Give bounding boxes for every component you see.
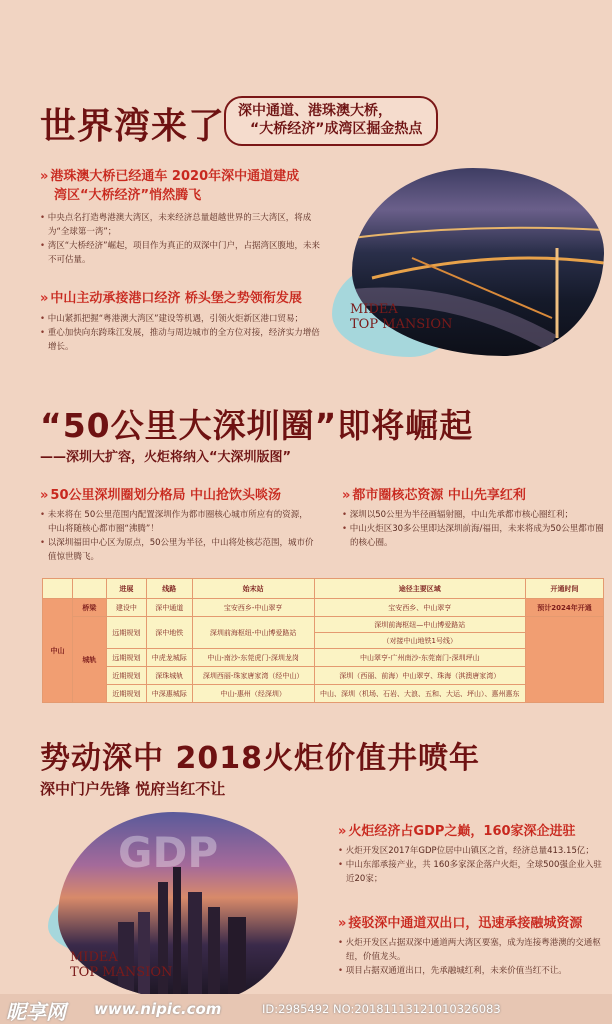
head1-line2: 湾区“大桥经济”悄然腾飞 xyxy=(54,188,202,203)
table-cell: 深圳（西丽、前海）中山翠亨、珠海（淇澳唐家湾） xyxy=(314,667,526,685)
table-cell: 深圳西丽-珠家唐家湾（经中山） xyxy=(192,667,314,685)
table-cell: 中山、深圳（机场、石岩、大浪、五和、大运、坪山）、惠州惠东 xyxy=(314,685,526,703)
table-cell: 远期规划 xyxy=(106,617,146,649)
head-text: 接驳深中通道双出口，迅速承接融城资源 xyxy=(348,916,583,931)
table-header xyxy=(72,579,106,599)
table-row xyxy=(43,649,604,667)
footer-url: www.nipic.com xyxy=(94,1000,222,1018)
section1-bullets1 xyxy=(40,211,325,267)
section3-head1 xyxy=(338,820,610,839)
table-cell: 近期规划 xyxy=(106,667,146,685)
table-cell: 深圳前海枢纽-中山博爱路站 xyxy=(192,617,314,649)
section3-bullets1 xyxy=(338,844,606,886)
section2-left xyxy=(40,484,320,564)
footer-logo: 昵享网 xyxy=(6,1000,66,1024)
section1-bullets2 xyxy=(40,312,325,354)
head-right-text: 都市圈核芯资源 中山先享红利 xyxy=(352,488,526,503)
table-row xyxy=(43,667,604,685)
section3-subtitle: 深中门户先锋 悦府当红不让 xyxy=(40,780,226,798)
table-row xyxy=(43,685,604,703)
bullet: • 中山紧抓把握“粤港澳大湾区”建设等机遇，引领火炬新区港口贸易； xyxy=(40,312,325,326)
table-cell: 中山-惠州（经深圳） xyxy=(192,685,314,703)
table-cell: 深珠城轨 xyxy=(146,667,192,685)
head-text: 火炬经济占GDP之巅，160家深企进驻 xyxy=(348,824,576,839)
section2-bullets-left xyxy=(40,508,315,564)
table-cell: 中虎龙城际 xyxy=(146,649,192,667)
section1-callout xyxy=(224,96,438,146)
table-cell: 深中地铁 xyxy=(146,617,192,649)
bullet: • 深圳以50公里为半径画辐射圈，中山先承都市核心圈红利； xyxy=(342,508,604,522)
table-header: 始末站 xyxy=(192,579,314,599)
section2-bullets-right xyxy=(342,508,604,550)
footer-id: ID:2985492 NO:20181113121010326083 xyxy=(262,1002,501,1016)
bullet: • 火炬开发区占据双深中通道两大湾区要塞，成为连接粤港澳的交通枢纽，价值龙头。 xyxy=(338,936,606,964)
table-cell: 近期规划 xyxy=(106,685,146,703)
table-cell: 宝安西乡、中山翠亨 xyxy=(314,599,526,617)
bullet: • 以深圳福田中心区为原点，50公里为半径，中山将处核芯范围，城市价值惊世腾飞。 xyxy=(40,536,315,564)
chevron-icon: » xyxy=(40,488,49,503)
section2-subtitle: ——深圳大扩容，火炬将纳入“大深圳版图” xyxy=(40,450,292,465)
bullet: • 中山东部承接产业，共 160多家深企落户火炬，全球500强企业入驻近20家； xyxy=(338,858,606,886)
bullet: • 中山火炬区30多公里即达深圳前海/福田，未来将成为50公里都市圈的核心圈。 xyxy=(342,522,604,550)
bullet: • 火炬开发区2017年GDP位居中山镇区之首，经济总量413.15亿； xyxy=(338,844,606,858)
chevron-icon: » xyxy=(40,169,49,184)
callout-line-2: “大桥经济”成湾区掘金热点 xyxy=(250,121,423,137)
table-cell xyxy=(526,617,604,703)
brand-line: TOP MANSION xyxy=(70,965,173,980)
table-cell-type: 城轨 xyxy=(72,617,106,703)
section1-title: 世界湾来了 xyxy=(40,106,226,147)
table-row xyxy=(43,617,604,633)
table-cell: 建设中 xyxy=(106,599,146,617)
section3-head2 xyxy=(338,912,610,931)
transport-plan-table xyxy=(42,578,604,703)
chevron-icon: » xyxy=(40,291,49,306)
section3-bullets2 xyxy=(338,936,606,978)
brand-line: TOP MANSION xyxy=(350,317,453,332)
head2-text: 中山主动承接港口经济 桥头堡之势领衔发展 xyxy=(50,291,302,306)
table-cell: 中深惠城际 xyxy=(146,685,192,703)
section1-block1 xyxy=(40,165,340,267)
section2-head-right xyxy=(342,484,604,503)
table-header: 开通时间 xyxy=(526,579,604,599)
table-cell: 中山-南沙-东莞虎门-深圳龙岗 xyxy=(192,649,314,667)
table-cell-city: 中山 xyxy=(43,599,73,703)
footer-watermark xyxy=(0,994,612,1024)
section3-title: 势动深中 2018火炬价值井喷年 xyxy=(40,741,480,776)
chevron-icon: » xyxy=(338,824,347,839)
table-header: 线路 xyxy=(146,579,192,599)
callout-line-1: 深中通道、港珠澳大桥， xyxy=(238,103,392,119)
section2-head-left xyxy=(40,484,320,503)
table-cell: 深圳前海枢纽—中山博爱路站 xyxy=(314,617,526,633)
brand-line: MIDEA xyxy=(70,950,118,965)
table-cell: 宝安西乡-中山翠亨 xyxy=(192,599,314,617)
bullet: • 项目占据双通道出口，先承融城红利，未来价值当红不让。 xyxy=(338,964,606,978)
section2-title: “50公里大深圳圈”即将崛起 xyxy=(40,406,474,445)
section2-right xyxy=(342,484,604,550)
table-cell: 预计2024年开通 xyxy=(526,599,604,617)
chevron-icon: » xyxy=(338,916,347,931)
table-header-row xyxy=(43,579,604,599)
table-header: 进展 xyxy=(106,579,146,599)
brand-label-2 xyxy=(70,950,172,980)
section1-block2 xyxy=(40,287,340,354)
section3-block1 xyxy=(338,820,610,886)
brand-label-1 xyxy=(350,302,452,332)
table-cell: （对接中山地铁1号线） xyxy=(314,633,526,649)
table-header xyxy=(43,579,73,599)
head-left-text: 50公里深圳圈划分格局 中山抢饮头啖汤 xyxy=(50,488,282,503)
bullet: • 重心加快向东跨珠江发展，推动与周边城市的全方位对接，经济实力增倍增长。 xyxy=(40,326,325,354)
table-row xyxy=(43,599,604,617)
bullet: • 中央点名打造粤港澳大湾区，未来经济总量超越世界的三大湾区，将成为“全球第一湾”； xyxy=(40,211,325,239)
table-cell: 中山翠亨-广州南沙-东莞南门-深圳坪山 xyxy=(314,649,526,667)
gdp-watermark: GDP xyxy=(118,828,219,877)
bullet: • 湾区“大桥经济”崛起，项目作为真正的双深中门户，占据湾区腹地，未来不可估量。 xyxy=(40,239,325,267)
section1-head2 xyxy=(40,287,340,306)
section3-block2 xyxy=(338,912,610,978)
chevron-icon: » xyxy=(342,488,351,503)
brand-line: MIDEA xyxy=(350,302,398,317)
table-header: 途径主要区域 xyxy=(314,579,526,599)
bullet: • 未来将在 50公里范围内配置深圳作为都市圈核心城市所应有的资源，中山将随核心都市圈“沸腾”！ xyxy=(40,508,315,536)
section1-head1 xyxy=(40,165,340,184)
table-cell-type: 桥梁 xyxy=(72,599,106,617)
head1-line1: 港珠澳大桥已经通车 2020年深中通道建成 xyxy=(50,169,300,184)
table-cell: 远期规划 xyxy=(106,649,146,667)
table-cell: 深中通道 xyxy=(146,599,192,617)
